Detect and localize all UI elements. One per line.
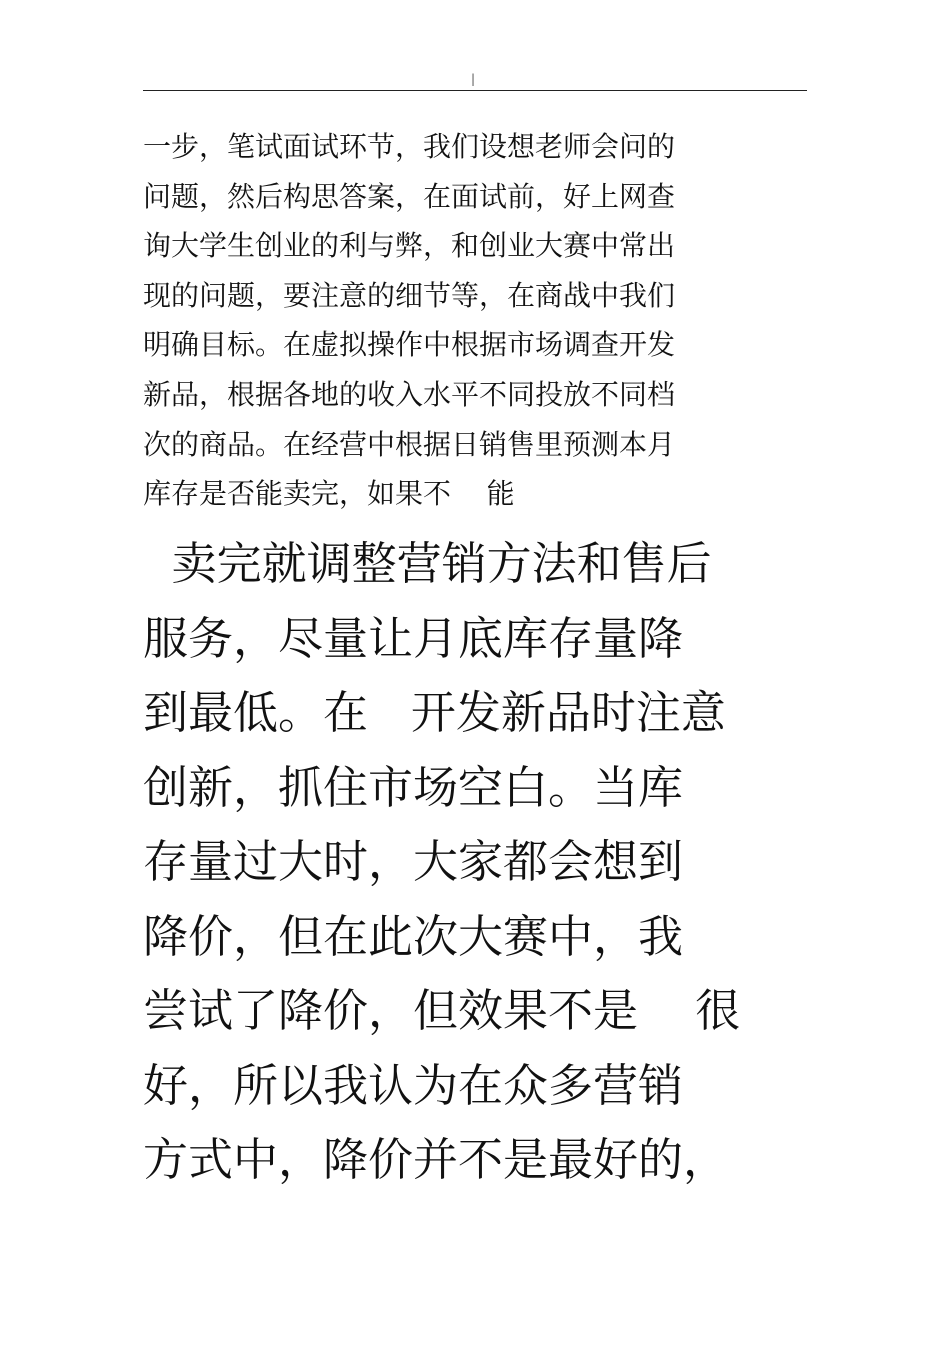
text-line: 现的问题，要注意的细节等，在商战中我们 [143,278,676,312]
text-line: 问题，然后构思答案，在面试前，好上网查 [143,179,676,213]
text-line: 方式中，降价并不是最好的， [143,1133,729,1186]
header-rule [143,90,807,91]
body-paragraph-large [143,527,823,1198]
text-line: 库存是否能卖完，如果不 能 [143,477,515,511]
text-line: 到最低。在 开发新品时注意 [143,686,726,739]
text-line: 新品，根据各地的收入水平不同投放不同档 [143,377,676,411]
header-mark: | [471,72,476,86]
text-line: 服务，尽量让月底库存量降 [143,611,684,665]
text-line: 创新，抓住市场空白。当库 [143,760,684,814]
text-line: 一步，笔试面试环节，我们设想老师会问的 [143,130,676,163]
text-line: 尝试了降价，但效果不是 很 [143,984,741,1037]
text-line: 好，所以我认为在众多营销 [143,1058,684,1112]
text-line: 存量过大时，大家都会想到 [143,835,684,888]
body-paragraph-small [143,122,763,519]
text-line: 降价，但在此次大赛中，我 [143,909,684,963]
text-line: 询大学生创业的利与弊，和创业大赛中常出 [143,229,676,263]
text-line: 明确目标。在虚拟操作中根据市场调查开发 [143,328,676,362]
text-line: 卖完就调整营销方法和售后 [143,537,712,590]
text-line: 次的商品。在经营中根据日销售里预测本月 [143,427,676,461]
